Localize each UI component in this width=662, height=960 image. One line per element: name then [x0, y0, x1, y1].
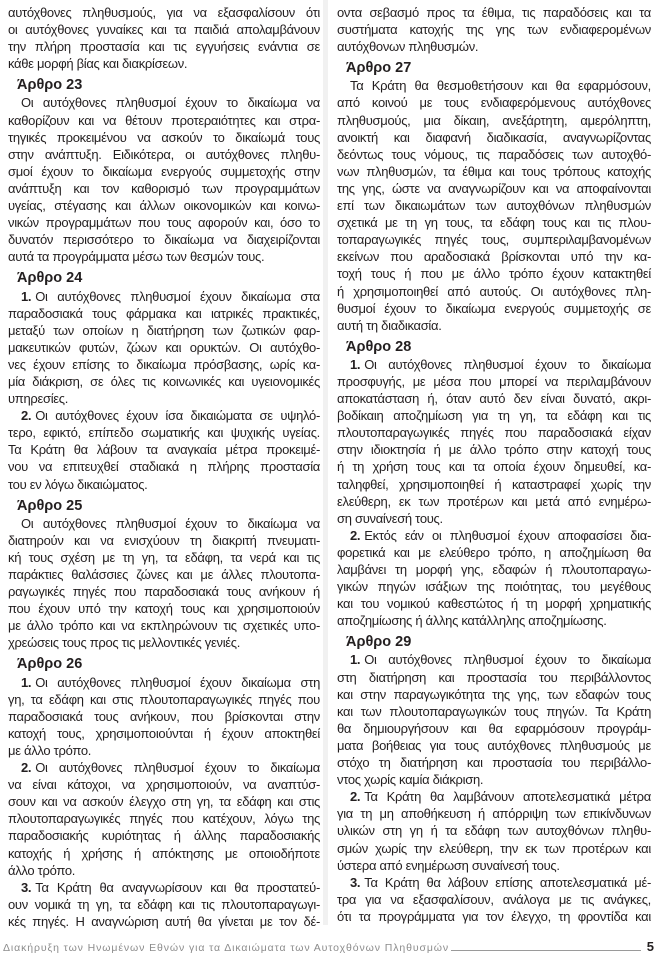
line-text: Εκτός εάν οι πληθυσμοί έχουν αποφασίσει δια- — [364, 527, 651, 543]
text-line: αποκατάσταση ή, όταν αυτό δεν είναι δυνατό, ακρι- — [337, 391, 651, 407]
text-line: να είναι κάτοχοι, να χρησιμοποιούν, να αναπτύσ- — [8, 777, 320, 793]
text-line: ανάπτυξη και τον καθορισμό των προγραμμάτων — [8, 180, 320, 196]
text-line: παράκτιες θαλάσσιες ζώνες και με άλλες πλουτοπα- — [8, 567, 320, 582]
article-heading: Άρθρο 29 — [346, 634, 412, 651]
article-heading: Άρθρο 25 — [17, 497, 83, 514]
text-line — [8, 674, 320, 691]
text-line: στην ιδιοκτησία ή με άλλο τρόπο στην κατοχή τους — [337, 442, 651, 458]
text-line: και του νομικού καθεστώτος ή τη μορφή χρηματικής — [337, 596, 651, 612]
text-line: κατοχή τους, χρησιμοποιούνται ή έχουν αποκτηθεί — [8, 725, 320, 741]
text-line: υλικών στη γη ή τα εδάφη των αυτοχθόνων πληθυ- — [337, 823, 651, 839]
text-line: σμοί έχουν το δικαίωμα ενεργούς συμμετοχής στην — [8, 163, 320, 179]
right-column — [337, 4, 651, 925]
text-line — [337, 874, 651, 891]
text-line: αυτά τα προγράμματα μέσω των θεσμών τους. — [8, 249, 265, 265]
paragraph-number: 3. — [21, 879, 32, 895]
text-line: Οι αυτόχθονες πληθυσμοί έχουν το δικαίωμα να — [21, 95, 320, 111]
line-text: Οι αυτόχθονες πληθυσμοί έχουν δικαίωμα στα — [35, 288, 320, 304]
footer-rule — [451, 950, 641, 951]
text-line: μία διάκριση, σε όλες τις κοινωνικές και υγειονομικές — [8, 373, 320, 389]
text-line: νου να επιτευχθεί σταδιακά η πλήρης προστασία — [8, 459, 320, 475]
text-line: γη, τα εδάφη και στις πλουτοπαραγωγικές πηγές που — [8, 691, 320, 707]
text-line: πλουτοπαραγωγικές πηγές που παραδοσιακά είχαν — [337, 425, 651, 441]
article-heading: Άρθρο 24 — [17, 270, 83, 287]
line-text: Τα Κράτη θα λάβουν επίσης αποτελεσματικά μέ- — [364, 874, 651, 890]
text-line — [8, 407, 320, 424]
text-line: ότι τα προγράμματα για τον έλεγχο, τη φροντίδα και — [337, 908, 651, 924]
text-line: κατοχής ή χρήσης ή απόκτησης με οποιοδήποτε — [8, 845, 320, 861]
text-line: για τη μη αποθήκευση ή απόρριψη των επικίνδυνων — [337, 806, 651, 822]
text-line: αυτή τη διαδικασία. — [337, 317, 442, 333]
text-line — [8, 759, 320, 776]
paragraph-number: 3. — [350, 874, 361, 890]
text-line: οντα σεβασμό προς τα έθιμα, τις παραδόσεις και τα — [337, 5, 651, 20]
text-line: επί των δικαιωμάτων των αυτοχθόνων πληθυσμών — [337, 198, 651, 214]
text-line: ουν νομικά τη γη, τα εδάφη και τις πλουτοπαραγωγι- — [8, 896, 320, 912]
text-line: συστήματα κατοχής της γης των ενδιαφερομένων — [337, 22, 651, 38]
paragraph — [8, 288, 320, 408]
text-line: που έχουν υπό την κατοχή τους και χρησιμοποιούν — [8, 601, 320, 617]
paragraph — [8, 407, 320, 492]
text-line: χρεώσεις τους προς τις μελλοντικές γενιές. — [8, 635, 241, 651]
paragraph — [337, 651, 651, 788]
text-line: αυτόχθονων πληθυσμών. — [337, 39, 479, 55]
paragraph-number: 1. — [21, 674, 32, 690]
text-line — [337, 651, 651, 668]
text-line: οι αυτόχθονες γυναίκες και τα παιδιά απολαμβάνουν — [8, 22, 320, 38]
text-line: ελεύθερη, εκ των προτέρων και μετά από ενημέρω- — [337, 493, 651, 509]
line-text: Τα Κράτη θα αναγνωρίσουν και θα προστατεύ- — [35, 879, 320, 895]
line-text: Τα Κράτη θα λαμβάνουν αποτελεσματικά μέτρα — [364, 789, 651, 805]
left-column — [8, 4, 320, 930]
text-line: θα δημιουργήσουν και θα εφαρμόσουν προγράμ- — [337, 720, 651, 736]
text-line: την πλήρη προστασία και τις εγγυήσεις ενάντια σε — [8, 39, 320, 55]
text-line — [337, 527, 651, 544]
paragraph-number: 1. — [350, 652, 361, 668]
text-line: νες έχουν επίσης το δικαίωμα πρόσβασης, ωρίς κα- — [8, 356, 320, 372]
paragraph-number: 1. — [350, 356, 361, 372]
paragraph — [337, 527, 651, 630]
text-line: κές πηγές. Η αναγνώριση αυτή θα γίνεται με τον δέ- — [8, 913, 320, 929]
paragraph — [337, 874, 651, 925]
text-line: κάθε μορφή βίας και διακρίσεων. — [8, 56, 188, 72]
text-line — [8, 288, 320, 305]
text-line: τοχή τους ή που με άλλο τρόπο έχουν κατακτηθεί — [337, 266, 651, 282]
text-line: υγείας, στέγασης και άλλων οικονομικών και κοινω- — [8, 198, 320, 214]
text-line: θυσμοί έχουν το δικαίωμα ενεργούς συμμετοχής σε — [337, 300, 651, 316]
text-line: στη διατήρηση και προστασία του περιβάλλοντος — [337, 669, 651, 685]
article-heading: Άρθρο 23 — [17, 77, 83, 94]
text-line: ή χρησιμοποιηθεί από αυτούς. Οι αυτόχθονες πλη- — [337, 283, 651, 299]
paragraph-number: 1. — [21, 288, 32, 304]
text-line — [337, 788, 651, 805]
article-heading: Άρθρο 26 — [17, 656, 83, 673]
article-heading: Άρθρο 28 — [346, 338, 412, 355]
text-line: δεόντως τους νόμους, τις παραδόσεις των αυτοχθό- — [337, 146, 651, 162]
text-line: παραδοσιακά τους ανήκουν, που βρίσκονται στην — [8, 708, 320, 724]
line-text: Οι αυτόχθονες πληθυσμοί έχουν το δικαίωμα — [364, 356, 651, 372]
paragraph-number: 2. — [350, 789, 361, 805]
paragraph — [337, 788, 651, 873]
text-line: της γης, ώστε να αναγνωρίζουν και να αποφαίνονται — [337, 180, 651, 196]
paragraph-number: 2. — [21, 760, 32, 776]
text-line: αυτόχθονες πληθυσμούς, για να εξασφαλίσουν ότι — [8, 5, 320, 20]
page-number: 5 — [646, 939, 654, 954]
text-line: μεταξύ των οποίων η διατήρηση των ζωτικών φαρ- — [8, 322, 320, 338]
text-line: υπηρεσίες. — [8, 391, 69, 407]
paragraph — [8, 94, 320, 265]
text-line: ανοικτή και διαφανή διαδικασία, αναγνωρίζοντας — [337, 129, 651, 145]
line-text: Οι αυτόχθονες πληθυσμοί έχουν το δικαίωμα — [35, 760, 320, 776]
text-line: από κοινού με τους ενδιαφερόμενους αυτόχθονες — [337, 95, 651, 111]
text-line: διατηρούν και να ενισχύουν τη διακριτή πνευματι- — [8, 532, 320, 548]
text-line: αποζημίωσης ή άλλης κατάλληλης αποζημίωσης. — [337, 613, 607, 629]
text-line: τηγικές προκειμένου να ασκούν το δικαίωμά τους — [8, 129, 320, 145]
text-line: φορετικά και με ελεύθερο τρόπο, η αποζημίωση θα — [337, 544, 651, 560]
text-line: παραδοσιακά τους φάρμακα και ιατρικές πρακτικές, — [8, 305, 320, 321]
text-line — [8, 879, 320, 896]
text-line: τερο, εφικτό, επίπεδο σωματικής και ψυχικής υγείας. — [8, 425, 320, 441]
text-line: και στην παραγωγικότητα της γης, των εδαφών τους — [337, 686, 651, 702]
text-line: Τα Κράτη θα θεσμοθετήσουν και θα εφαρμόσουν, — [350, 78, 651, 94]
paragraph-number: 2. — [21, 408, 32, 424]
text-line: προσφυγής, με μέσα που μπορεί να περιλαμβάνουν — [337, 373, 651, 389]
page-footer — [3, 936, 654, 954]
paragraph — [337, 4, 651, 55]
paragraph — [8, 674, 320, 759]
text-line: νικών προγραμμάτων που τους αφορούν και, όσο το — [8, 215, 320, 231]
paragraph — [8, 515, 320, 652]
text-line: στην ανάπτυξη. Ειδικότερα, οι αυτόχθονες πληθυ- — [8, 146, 320, 162]
text-line: ντος χωρίς καμία διάκριση. — [337, 772, 484, 788]
text-line: ύστερα από ενημέρωση συναίνεσή τους. — [337, 857, 560, 873]
text-line: με άλλο τρόπο και να εκπληρώνουν τις σχετικές υπο- — [8, 618, 320, 634]
text-line: σουν και να ασκούν έλεγχο στη γη, τα εδάφη και στις — [8, 794, 320, 810]
text-line: Οι αυτόχθονες πληθυσμοί έχουν το δικαίωμα να — [21, 515, 320, 531]
text-line: στόχο τη διατήρηση και προστασία του περιβάλλο- — [337, 755, 651, 771]
paragraph — [8, 759, 320, 879]
text-line: ταληφθεί, χρησιμοποιηθεί ή καταστραφεί χωρίς την — [337, 476, 651, 492]
text-line: πληθυσμούς, μια δίκαιη, ανεξάρτητη, αμερόληπτη, — [337, 112, 651, 128]
text-line: Τα Κράτη θα λάβουν τα αναγκαία μέτρα προκειμέ- — [8, 442, 320, 458]
text-line: ματα βοήθειας για τους αυτόχθονες πληθυσμούς με — [337, 737, 651, 753]
text-line: ή τη χρήση τους και τα οποία έχουν δημευθεί, κα- — [337, 459, 651, 475]
paragraph-number: 2. — [350, 527, 361, 543]
column-divider — [323, 0, 328, 925]
footer-document-title: Διακήρυξη των Ηνωμένων Εθνών για τα Δικαιώματα των Αυτοχθόνων Πληθυσμών — [3, 942, 450, 954]
text-line: δυνατόν περισσότερο το δικαίωμα να διαχειρίζονται — [8, 232, 320, 248]
text-line: παραδοσιακής κυριότητας ή άλλης παραδοσιακής — [8, 828, 320, 844]
text-line: κή τους σχέση με τη γη, τα εδάφη, τα νερά και τις — [8, 549, 320, 565]
text-line: σχετικά με τη γη τους, τα εδάφη τους και τις πλου- — [337, 215, 651, 231]
paragraph — [8, 879, 320, 930]
text-line: και των πλουτοπαραγωγικών τους πηγών. Τα Κράτη — [337, 703, 651, 719]
text-line: γικών πηγών ισάξιων της ποιότητας, του μεγέθους — [337, 579, 651, 595]
text-line: πλουτοπαραγωγικές πηγές που κατέχουν, λόγω της — [8, 811, 320, 827]
article-heading: Άρθρο 27 — [346, 60, 412, 77]
text-line: εκείνων που αραδοσιακά βρίσκονται υπό την κα- — [337, 249, 651, 265]
text-line: ραγωγικές πηγές που παραδοσιακά τους ανήκουν ή — [8, 584, 320, 600]
paragraph — [337, 77, 651, 333]
text-line: μακευτικών φυτών, ζώων και ορυκτών. Οι αυτόχθο- — [8, 339, 320, 355]
text-line: τρα για να εξασφαλίσουν, ανάλογα με τις ανάγκες, — [337, 891, 651, 907]
text-line: καθορίζουν και να θέτουν προτεραιότητες και στρα- — [8, 112, 320, 128]
text-line: τοπαραγωγικές πηγές τους, συμπεριλαμβανομένων — [337, 232, 651, 248]
paragraph — [8, 4, 320, 72]
text-line — [337, 356, 651, 373]
text-line: σμών χωρίς την ελεύθερη, την εκ των προτέρων και — [337, 840, 651, 856]
line-text: Οι αυτόχθονες έχουν ίσα δικαιώματα σε υψηλό- — [35, 408, 320, 424]
text-line: βοδίκαιη αποζημίωση για τη γη, τα εδάφη και τις — [337, 408, 651, 424]
line-text: Οι αυτόχθονες πληθυσμοί έχουν δικαίωμα στη — [35, 674, 320, 690]
text-line: νων πληθυσμών, τα έθιμα και τους τρόπους κατοχής — [337, 163, 651, 179]
text-line: ση συναίνεσή τους. — [337, 510, 443, 526]
text-line: του εν λόγω δικαιώματος. — [8, 476, 148, 492]
text-line: λαμβάνει τη μορφή γης, εδαφών ή πλουτοπαραγω- — [337, 562, 651, 577]
text-line: άλλο τρόπο. — [8, 862, 76, 878]
line-text: Οι αυτόχθονες πληθυσμοί έχουν το δικαίωμα — [364, 652, 651, 668]
text-line: με άλλο τρόπο. — [8, 742, 92, 758]
paragraph — [337, 356, 651, 527]
